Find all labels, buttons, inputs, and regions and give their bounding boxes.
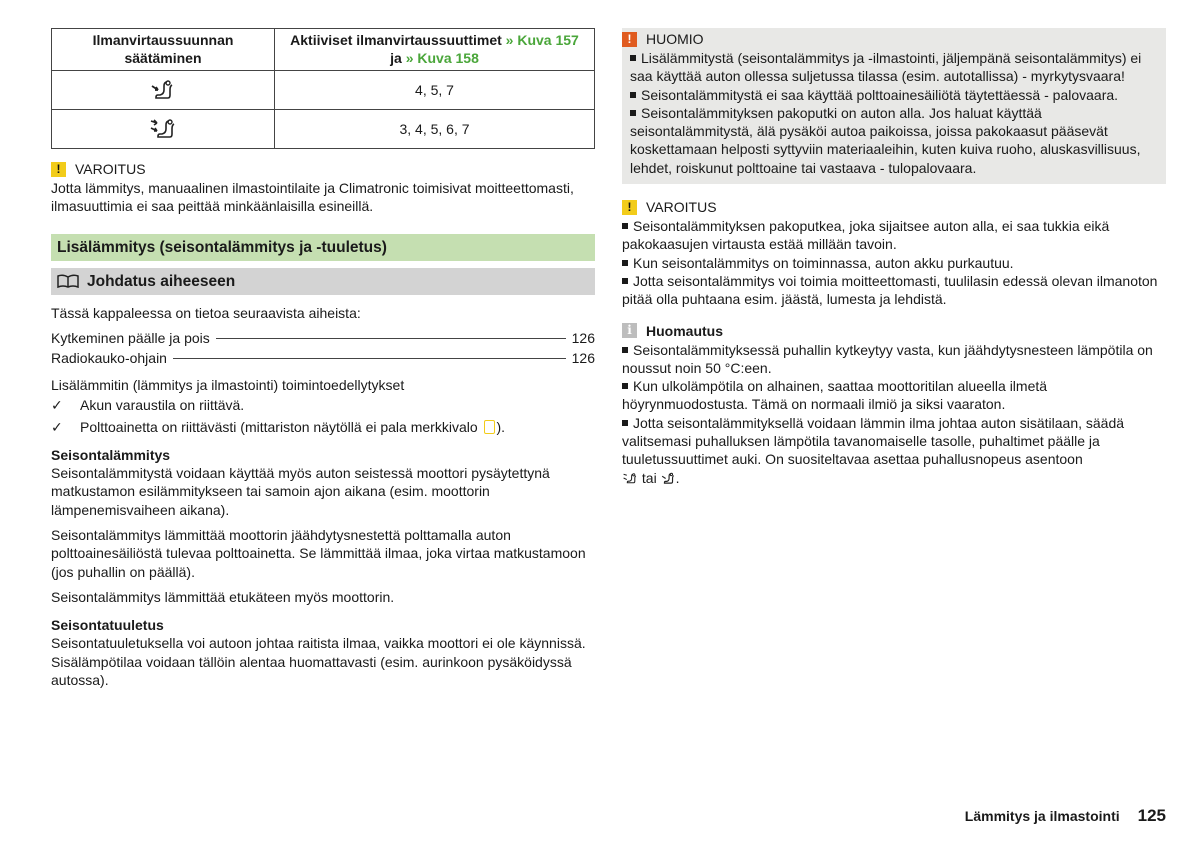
danger-title: HUOMIO [646,31,704,47]
check-icon: ✓ [51,397,63,414]
list-item: Seisontalämmityksessä puhallin kytkeytyy vasta, kun jäähdytysnesteen lämpötila on noussut noin 50 °C:een. [622,341,1153,376]
toc-item[interactable] [51,348,595,368]
airflow-feet-icon [661,472,676,485]
list-item: Kun ulkolämpötila on alhainen, saattaa moottoritilan alueella ilmetä höyrynmuodostusta. Tämä on normaali ilmiö ja siksi vaaraton. [622,378,1048,413]
airflow-feet-icon [150,80,176,100]
page-footer [965,806,1166,826]
page-number: 125 [1137,806,1166,825]
warning-icon: ! [51,162,66,177]
seisontatuuletus-section [51,616,595,689]
chapter-title: Lämmitys ja ilmastointi [964,808,1120,824]
intro-text: Tässä kappaleessa on tietoa seuraavista aiheista: [51,304,361,321]
toc-label: Radiokauko-ohjain [51,349,167,366]
note-header [622,321,1166,341]
paragraph: Seisontatuuletuksella voi autoon johtaa raitista ilmaa, vaikka moottori ei ole käynnissä. Sisälämpötilaa voidaan tällöin alentaa huomattavasti (esim. aurinkoon pysäköidyssä autossa). [51,635,586,688]
book-icon [57,274,79,288]
airflow-windshield-feet-icon [148,118,178,140]
right-column [622,28,1166,487]
warning-header [622,197,1166,217]
subheading: Seisontatuuletus [51,617,164,634]
toc-page: 126 [571,349,595,366]
section-title: Lisälämmitys (seisontalämmitys ja -tuuletus) [51,234,595,261]
link-figure-157[interactable]: » Kuva 157 [505,32,579,48]
table-cell-icon [52,71,275,110]
toc-page: 126 [571,329,595,346]
danger-icon: ! [622,32,637,47]
airflow-table [51,28,595,149]
table-cell-value: 3, 4, 5, 6, 7 [275,110,595,149]
intro-header [51,268,595,295]
toc-label: Kytkeminen päälle ja pois [51,329,210,346]
list-item: Seisontalämmitystä ei saa käyttää polttoainesäiliötä täytettäessä - palovaara. [630,86,1158,104]
subheading: Seisontalämmitys [51,447,171,464]
intro-title: Johdatus aiheeseen [87,272,236,290]
warning-title: VAROITUS [646,199,717,216]
danger-box [622,28,1166,184]
fuel-warning-icon [484,420,495,434]
list-item: Seisontalämmityksen pakoputki on auton alla. Jos haluat käyttää seisontalämmitystä, älä pysäköi autoa paikoissa, joissa pakokaasut pääsevät koskettamaan helposti syttyviin materiaaleihin, kuten kuiva ruoho, aluskasvillisuus, lehdet, roiskunut polttoaine tai vastaava - tulopalovaara. [630,104,1141,176]
warning-box-2 [622,197,1166,308]
toc-item[interactable] [51,328,595,348]
list-item: Lisälämmitystä (seisontalämmitys ja -ilmastointi, jäljempänä seisontalämmitys) ei saa käyttää auton ollessa suljetussa tilassa (esim. autotallissa) - myrkytysvaara! [630,50,1142,85]
table-header-nozzles: Aktiiviset ilmanvirtaussuuttimet » Kuva 157 ja » Kuva 158 [275,29,595,71]
warning-title: VAROITUS [75,161,146,177]
list-item: Jotta seisontalämmityksellä voidaan lämmin ilma johtaa auton sisätilaan, säädä valitsemasi puhalluksen lämpötila tavanomaiselle tasolle, puhaltimet päälle ja tuuletussuuttimet auki. On suositeltavaa asettaa puhallusnopeus asentoon tai . [622,414,1125,486]
danger-header [622,29,1158,49]
list-item: Seisontalämmityksen pakoputkea, joka sijaitsee auton alla, ei saa tukkia eikä pakokaasujen virtausta estää millään tavoin. [622,218,1110,253]
list-item: ✓ Akun varaustila on riittävä. [51,394,595,416]
warning-icon: ! [622,200,637,215]
warning-text: Jotta lämmitys, manuaalinen ilmastointilaite ja Climatronic toimisivat moitteettomasti, ilmasuuttimia ei saa peittää minkäänlaisilla esineillä. [51,180,574,215]
check-icon: ✓ [51,419,63,436]
table-cell-value: 4, 5, 7 [275,71,595,110]
left-column [51,28,595,689]
conditions-list [51,394,595,438]
table-header-direction: Ilmanvirtaussuunnan säätäminen [52,29,275,71]
note-box [622,321,1166,487]
link-figure-158[interactable]: » Kuva 158 [405,50,479,66]
list-item: Kun seisontalämmitys on toiminnassa, auton akku purkautuu. [622,254,1166,272]
note-title: Huomautus [646,322,723,339]
paragraph: Seisontalämmitystä voidaan käyttää myös auton seistessä moottori pysäytettynä matkustamon esilämmitykseen tai samoin ajon aikana (esim. moottorin lämpenemisvaiheen aikana). [51,465,550,518]
seisontalammitys-section [51,446,595,606]
table-cell-icon [52,110,275,149]
conditions-title: Lisälämmitin (lämmitys ja ilmastointi) toimintoedellytykset [51,376,405,393]
airflow-windshield-feet-icon [622,472,638,485]
list-item: Jotta seisontalämmitys voi toimia moitteettomasti, tuulilasin edessä olevan ilmanoton pitää olla puhtaana esim. jäästä, lumesta ja lehdistä. [622,272,1158,308]
paragraph: Seisontalämmitys lämmittää etukäteen myös moottorin. [51,588,395,605]
info-icon: i [622,323,637,338]
table-row [52,110,595,149]
warning-box-1 [51,159,595,216]
paragraph: Seisontalämmitys lämmittää moottorin jäähdytysnestettä polttamalla auton polttoainesäiliöstä tulevaa polttoainetta. Se lämmittää ilmaa, joka virtaa matkustamoon (jos puhallin on päällä). [51,527,586,580]
warning-header [51,159,595,179]
toc-list [51,328,595,368]
list-item: ✓ Polttoainetta on riittävästi (mittariston näytöllä ei pala merkkivalo ). [51,416,595,438]
table-row [52,71,595,110]
